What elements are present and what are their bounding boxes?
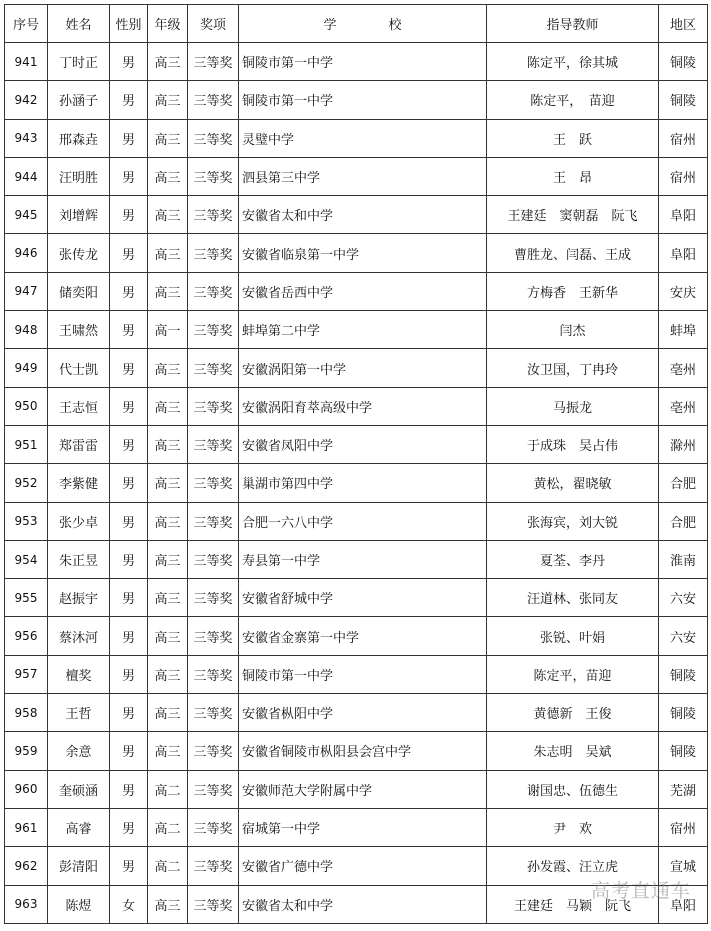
cell-name: 奎硕涵 [48,770,110,808]
cell-teacher: 于成珠 吴占伟 [487,425,659,463]
cell-sex: 男 [110,847,148,885]
cell-school: 宿城第一中学 [239,808,487,846]
cell-no: 945 [5,196,48,234]
header-teacher: 指导教师 [487,5,659,43]
cell-name: 彭清阳 [48,847,110,885]
cell-no: 946 [5,234,48,272]
cell-award: 三等奖 [188,847,239,885]
table-row [5,81,708,119]
cell-award: 三等奖 [188,502,239,540]
cell-no: 963 [5,885,48,923]
cell-no: 962 [5,847,48,885]
cell-name: 王哲 [48,694,110,732]
cell-grade: 高二 [148,770,188,808]
cell-no: 957 [5,655,48,693]
cell-teacher: 黄松，翟晓敏 [487,464,659,502]
cell-name: 汪明胜 [48,157,110,195]
cell-award: 三等奖 [188,694,239,732]
cell-name: 张少卓 [48,502,110,540]
cell-school: 铜陵市第一中学 [239,655,487,693]
cell-no: 951 [5,425,48,463]
cell-sex: 男 [110,311,148,349]
cell-no: 958 [5,694,48,732]
cell-sex: 男 [110,732,148,770]
cell-region: 阜阳 [659,885,708,923]
cell-award: 三等奖 [188,885,239,923]
cell-award: 三等奖 [188,43,239,81]
header-award: 奖项 [188,5,239,43]
cell-teacher: 谢国忠、伍德生 [487,770,659,808]
cell-grade: 高三 [148,81,188,119]
cell-school: 安徽涡阳第一中学 [239,349,487,387]
cell-region: 合肥 [659,464,708,502]
table-body [5,43,708,924]
cell-sex: 男 [110,196,148,234]
cell-name: 邢森垚 [48,119,110,157]
cell-teacher: 方梅香 王新华 [487,272,659,310]
cell-region: 六安 [659,617,708,655]
cell-region: 亳州 [659,387,708,425]
cell-sex: 男 [110,272,148,310]
table-row [5,732,708,770]
awards-table [4,4,708,924]
cell-award: 三等奖 [188,425,239,463]
cell-region: 阜阳 [659,196,708,234]
cell-grade: 高三 [148,43,188,81]
cell-school: 蚌埠第二中学 [239,311,487,349]
cell-school: 安徽省金寨第一中学 [239,617,487,655]
cell-no: 955 [5,579,48,617]
cell-teacher: 马振龙 [487,387,659,425]
cell-school: 安徽省太和中学 [239,196,487,234]
cell-region: 淮南 [659,540,708,578]
table-row [5,540,708,578]
cell-sex: 男 [110,81,148,119]
cell-sex: 男 [110,540,148,578]
table-header-row [5,5,708,43]
cell-award: 三等奖 [188,655,239,693]
cell-name: 郑雷雷 [48,425,110,463]
cell-region: 铜陵 [659,81,708,119]
cell-grade: 高三 [148,272,188,310]
cell-name: 代士凯 [48,349,110,387]
header-sex: 性别 [110,5,148,43]
cell-region: 蚌埠 [659,311,708,349]
cell-sex: 男 [110,157,148,195]
cell-region: 亳州 [659,349,708,387]
cell-school: 铜陵市第一中学 [239,81,487,119]
cell-school: 寿县第一中学 [239,540,487,578]
cell-grade: 高三 [148,119,188,157]
cell-grade: 高三 [148,157,188,195]
cell-name: 王啸然 [48,311,110,349]
cell-teacher: 孙发霞、汪立虎 [487,847,659,885]
cell-sex: 男 [110,770,148,808]
cell-award: 三等奖 [188,81,239,119]
table-row [5,119,708,157]
cell-school: 安徽省临泉第一中学 [239,234,487,272]
cell-teacher: 王 跃 [487,119,659,157]
cell-grade: 高三 [148,579,188,617]
cell-no: 960 [5,770,48,808]
cell-sex: 男 [110,349,148,387]
cell-award: 三等奖 [188,157,239,195]
cell-region: 安庆 [659,272,708,310]
cell-school: 安徽省太和中学 [239,885,487,923]
cell-school: 安徽师范大学附属中学 [239,770,487,808]
cell-grade: 高三 [148,617,188,655]
cell-teacher: 陈定平，徐其城 [487,43,659,81]
cell-region: 铜陵 [659,43,708,81]
table-row [5,387,708,425]
cell-teacher: 朱志明 吴斌 [487,732,659,770]
header-grade: 年级 [148,5,188,43]
cell-grade: 高三 [148,464,188,502]
cell-sex: 男 [110,579,148,617]
cell-teacher: 尹 欢 [487,808,659,846]
cell-sex: 男 [110,694,148,732]
cell-teacher: 王建廷 窦朝磊 阮飞 [487,196,659,234]
cell-award: 三等奖 [188,808,239,846]
cell-no: 944 [5,157,48,195]
cell-school: 灵璧中学 [239,119,487,157]
cell-teacher: 曹胜龙、闫磊、王成 [487,234,659,272]
cell-name: 蔡沐河 [48,617,110,655]
cell-region: 宿州 [659,157,708,195]
cell-region: 宣城 [659,847,708,885]
table-row [5,808,708,846]
cell-school: 安徽涡阳育萃高级中学 [239,387,487,425]
cell-no: 961 [5,808,48,846]
cell-award: 三等奖 [188,272,239,310]
table-row [5,349,708,387]
cell-teacher: 汝卫国，丁冉玲 [487,349,659,387]
cell-no: 943 [5,119,48,157]
cell-name: 王志恒 [48,387,110,425]
cell-teacher: 张海宾，刘大锐 [487,502,659,540]
cell-sex: 男 [110,655,148,693]
cell-region: 阜阳 [659,234,708,272]
cell-name: 张传龙 [48,234,110,272]
cell-grade: 高一 [148,311,188,349]
table-row [5,272,708,310]
cell-teacher: 汪道林、张同友 [487,579,659,617]
header-no: 序号 [5,5,48,43]
cell-sex: 男 [110,119,148,157]
cell-name: 陈煜 [48,885,110,923]
cell-region: 铜陵 [659,694,708,732]
cell-grade: 高三 [148,234,188,272]
cell-sex: 男 [110,808,148,846]
cell-grade: 高二 [148,847,188,885]
cell-school: 安徽省铜陵市枞阳县会宫中学 [239,732,487,770]
cell-grade: 高三 [148,196,188,234]
cell-no: 950 [5,387,48,425]
table-row [5,425,708,463]
cell-school: 安徽省凤阳中学 [239,425,487,463]
cell-award: 三等奖 [188,196,239,234]
table-row [5,157,708,195]
cell-grade: 高三 [148,885,188,923]
cell-award: 三等奖 [188,234,239,272]
cell-grade: 高三 [148,655,188,693]
cell-grade: 高三 [148,425,188,463]
cell-no: 949 [5,349,48,387]
cell-no: 948 [5,311,48,349]
cell-no: 959 [5,732,48,770]
table-row [5,464,708,502]
table-row [5,694,708,732]
cell-award: 三等奖 [188,387,239,425]
cell-teacher: 闫杰 [487,311,659,349]
cell-teacher: 夏荃、李丹 [487,540,659,578]
cell-grade: 高二 [148,808,188,846]
cell-no: 941 [5,43,48,81]
header-school: 学 校 [239,5,487,43]
cell-award: 三等奖 [188,770,239,808]
cell-name: 余意 [48,732,110,770]
table-row [5,196,708,234]
cell-no: 956 [5,617,48,655]
table-row [5,311,708,349]
cell-name: 孙涵子 [48,81,110,119]
table-row [5,770,708,808]
cell-award: 三等奖 [188,540,239,578]
cell-award: 三等奖 [188,464,239,502]
cell-teacher: 陈定平，苗迎 [487,655,659,693]
cell-region: 六安 [659,579,708,617]
cell-school: 泗县第三中学 [239,157,487,195]
cell-sex: 男 [110,502,148,540]
cell-sex: 男 [110,234,148,272]
cell-grade: 高三 [148,349,188,387]
cell-region: 铜陵 [659,732,708,770]
cell-no: 953 [5,502,48,540]
cell-sex: 男 [110,387,148,425]
cell-sex: 男 [110,617,148,655]
cell-grade: 高三 [148,502,188,540]
cell-region: 宿州 [659,119,708,157]
watermark-text: 高考直通车 [590,880,691,902]
cell-name: 檀奖 [48,655,110,693]
table-row [5,617,708,655]
cell-school: 安徽省岳西中学 [239,272,487,310]
cell-teacher: 陈定平， 苗迎 [487,81,659,119]
cell-award: 三等奖 [188,732,239,770]
cell-teacher: 王 昂 [487,157,659,195]
cell-award: 三等奖 [188,349,239,387]
cell-sex: 男 [110,425,148,463]
cell-grade: 高三 [148,387,188,425]
cell-school: 合肥一六八中学 [239,502,487,540]
table-row [5,655,708,693]
cell-award: 三等奖 [188,119,239,157]
cell-grade: 高三 [148,694,188,732]
table-row [5,43,708,81]
cell-no: 954 [5,540,48,578]
cell-school: 铜陵市第一中学 [239,43,487,81]
cell-teacher: 王建廷 马颖 阮飞 [487,885,659,923]
cell-sex: 男 [110,464,148,502]
cell-sex: 女 [110,885,148,923]
header-region: 地区 [659,5,708,43]
cell-region: 铜陵 [659,655,708,693]
table-row [5,234,708,272]
cell-no: 952 [5,464,48,502]
cell-name: 李紫健 [48,464,110,502]
cell-school: 安徽省舒城中学 [239,579,487,617]
table-row [5,579,708,617]
cell-award: 三等奖 [188,311,239,349]
cell-region: 合肥 [659,502,708,540]
cell-name: 丁时正 [48,43,110,81]
cell-school: 巢湖市第四中学 [239,464,487,502]
table-row [5,502,708,540]
cell-grade: 高三 [148,540,188,578]
cell-award: 三等奖 [188,617,239,655]
cell-name: 储奕阳 [48,272,110,310]
cell-teacher: 张锐、叶娟 [487,617,659,655]
cell-no: 947 [5,272,48,310]
cell-name: 高睿 [48,808,110,846]
cell-teacher: 黄德新 王俊 [487,694,659,732]
cell-award: 三等奖 [188,579,239,617]
cell-school: 安徽省广德中学 [239,847,487,885]
cell-name: 刘增辉 [48,196,110,234]
cell-region: 芜湖 [659,770,708,808]
cell-region: 宿州 [659,808,708,846]
cell-school: 安徽省枞阳中学 [239,694,487,732]
cell-sex: 男 [110,43,148,81]
header-name: 姓名 [48,5,110,43]
cell-grade: 高三 [148,732,188,770]
cell-name: 赵振宇 [48,579,110,617]
cell-name: 朱正昱 [48,540,110,578]
cell-region: 滁州 [659,425,708,463]
cell-no: 942 [5,81,48,119]
